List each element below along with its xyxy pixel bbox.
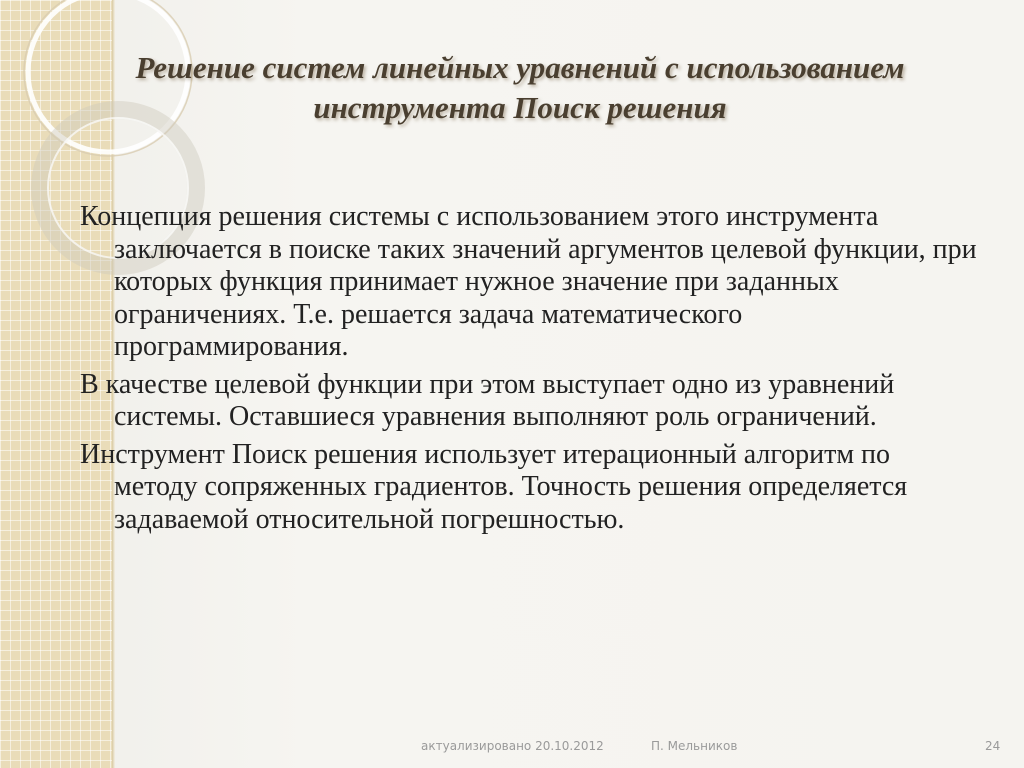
footer-author: П. Мельников [651, 739, 738, 753]
slide-title-line-1: Решение систем линейных уравнений с использованием [135, 50, 905, 85]
slide-title-line-2: инструмента Поиск решения [313, 90, 727, 125]
footer-date: актуализировано 20.10.2012 [421, 739, 604, 753]
body-paragraph-2: В качестве целевой функции при этом выступает одно из уравнений системы. Оставшиеся уравнения выполняют роль ограничений. [80, 368, 895, 432]
slide-title [60, 48, 980, 128]
slide-body-text [80, 201, 980, 541]
body-paragraph-3: Инструмент Поиск решения использует итерационный алгоритм по методу сопряженных градиентов. Точность решения определяется задаваемой относительной погрешностью. [80, 438, 908, 535]
footer-page-number: 24 [985, 739, 1001, 753]
body-paragraph-1: Концепция решения системы с использованием этого инструмента заключается в поиске таких значений аргументов целевой функции, при которых функция принимает нужное значение при заданных ограничениях. Т.е. решается задача математического программирования. [80, 201, 977, 362]
